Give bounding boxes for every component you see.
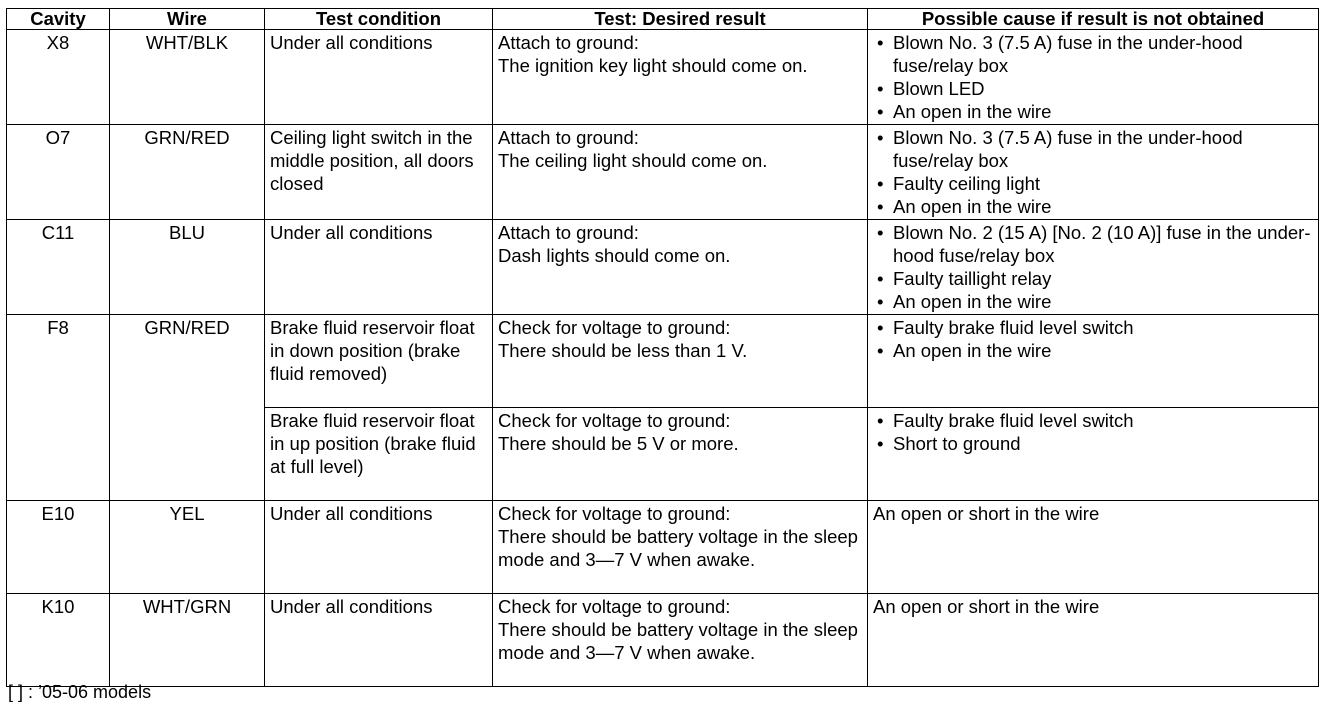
wire-cell: WHT/BLK [110, 30, 265, 125]
cavity-cell: X8 [7, 30, 110, 125]
result-line: The ignition key light should come on. [498, 55, 808, 76]
header-desired-result: Test: Desired result [493, 9, 868, 30]
cavity-cell: F8 [7, 315, 110, 501]
cause-item: • Blown No. 3 (7.5 A) fuse in the under-hood fuse/relay box [873, 126, 1313, 172]
cause-item: • An open in the wire [873, 339, 1313, 362]
table-row [7, 125, 1319, 220]
result-cell [493, 594, 868, 687]
table-row [7, 30, 1319, 125]
cause-item: • An open in the wire [873, 100, 1313, 123]
cause-list [873, 409, 1313, 455]
cause-item: • Faulty ceiling light [873, 172, 1313, 195]
result-line: There should be battery voltage in the sleep mode and 3—7 V when awake. [498, 526, 858, 570]
result-cell [493, 501, 868, 594]
cause-item: • Blown No. 3 (7.5 A) fuse in the under-hood fuse/relay box [873, 31, 1313, 77]
cause-list [873, 221, 1313, 313]
cause-list [873, 31, 1313, 123]
condition-cell: Ceiling light switch in the middle position, all doors closed [265, 125, 493, 220]
cause-cell: An open or short in the wire [868, 501, 1319, 594]
cavity-cell: O7 [7, 125, 110, 220]
wire-cell: BLU [110, 220, 265, 315]
table-row [7, 501, 1319, 594]
result-line: There should be 5 V or more. [498, 433, 739, 454]
test-table [6, 8, 1319, 687]
cause-item: • An open in the wire [873, 290, 1313, 313]
cause-item: • Faulty taillight relay [873, 267, 1313, 290]
cause-item: • Blown No. 2 (15 A) [No. 2 (10 A)] fuse in the under-hood fuse/relay box [873, 221, 1313, 267]
header-possible-cause: Possible cause if result is not obtained [868, 9, 1319, 30]
result-line: Attach to ground: [498, 222, 639, 243]
result-line: Attach to ground: [498, 32, 639, 53]
result-line: Check for voltage to ground: [498, 317, 731, 338]
header-test-condition: Test condition [265, 9, 493, 30]
result-line: There should be less than 1 V. [498, 340, 748, 361]
cause-item: • Short to ground [873, 432, 1313, 455]
result-cell [493, 220, 868, 315]
header-row [7, 9, 1319, 30]
cause-item: • Faulty brake fluid level switch [873, 316, 1313, 339]
result-line: Attach to ground: [498, 127, 639, 148]
result-line: Check for voltage to ground: [498, 596, 731, 617]
cavity-cell: E10 [7, 501, 110, 594]
wire-cell: GRN/RED [110, 125, 265, 220]
cause-item: • Faulty brake fluid level switch [873, 409, 1313, 432]
header-cavity: Cavity [7, 9, 110, 30]
cause-cell [868, 30, 1319, 125]
result-cell [493, 408, 868, 501]
header-wire: Wire [110, 9, 265, 30]
cause-item: • Blown LED [873, 77, 1313, 100]
cause-list [873, 316, 1313, 362]
cause-cell [868, 220, 1319, 315]
cause-cell: An open or short in the wire [868, 594, 1319, 687]
result-line: There should be battery voltage in the sleep mode and 3—7 V when awake. [498, 619, 858, 663]
condition-cell: Under all conditions [265, 30, 493, 125]
cause-cell [868, 125, 1319, 220]
wire-cell: GRN/RED [110, 315, 265, 501]
result-line: Check for voltage to ground: [498, 503, 731, 524]
table-row [7, 315, 1319, 408]
footnote: [ ] : ’05-06 models [8, 682, 152, 702]
result-line: The ceiling light should come on. [498, 150, 768, 171]
cause-cell [868, 315, 1319, 408]
cause-cell [868, 408, 1319, 501]
result-line: Dash lights should come on. [498, 245, 731, 266]
cavity-cell: K10 [7, 594, 110, 687]
wire-cell: WHT/GRN [110, 594, 265, 687]
result-cell [493, 315, 868, 408]
table-row [7, 594, 1319, 687]
cause-item: • An open in the wire [873, 195, 1313, 218]
cause-list [873, 126, 1313, 218]
result-line: Check for voltage to ground: [498, 410, 731, 431]
condition-cell: Under all conditions [265, 501, 493, 594]
condition-cell: Brake fluid reservoir float in down position (brake fluid removed) [265, 315, 493, 408]
condition-cell: Under all conditions [265, 594, 493, 687]
result-cell [493, 125, 868, 220]
table-row [7, 220, 1319, 315]
cavity-cell: C11 [7, 220, 110, 315]
condition-cell: Under all conditions [265, 220, 493, 315]
condition-cell: Brake fluid reservoir float in up position (brake fluid at full level) [265, 408, 493, 501]
result-cell [493, 30, 868, 125]
wire-cell: YEL [110, 501, 265, 594]
